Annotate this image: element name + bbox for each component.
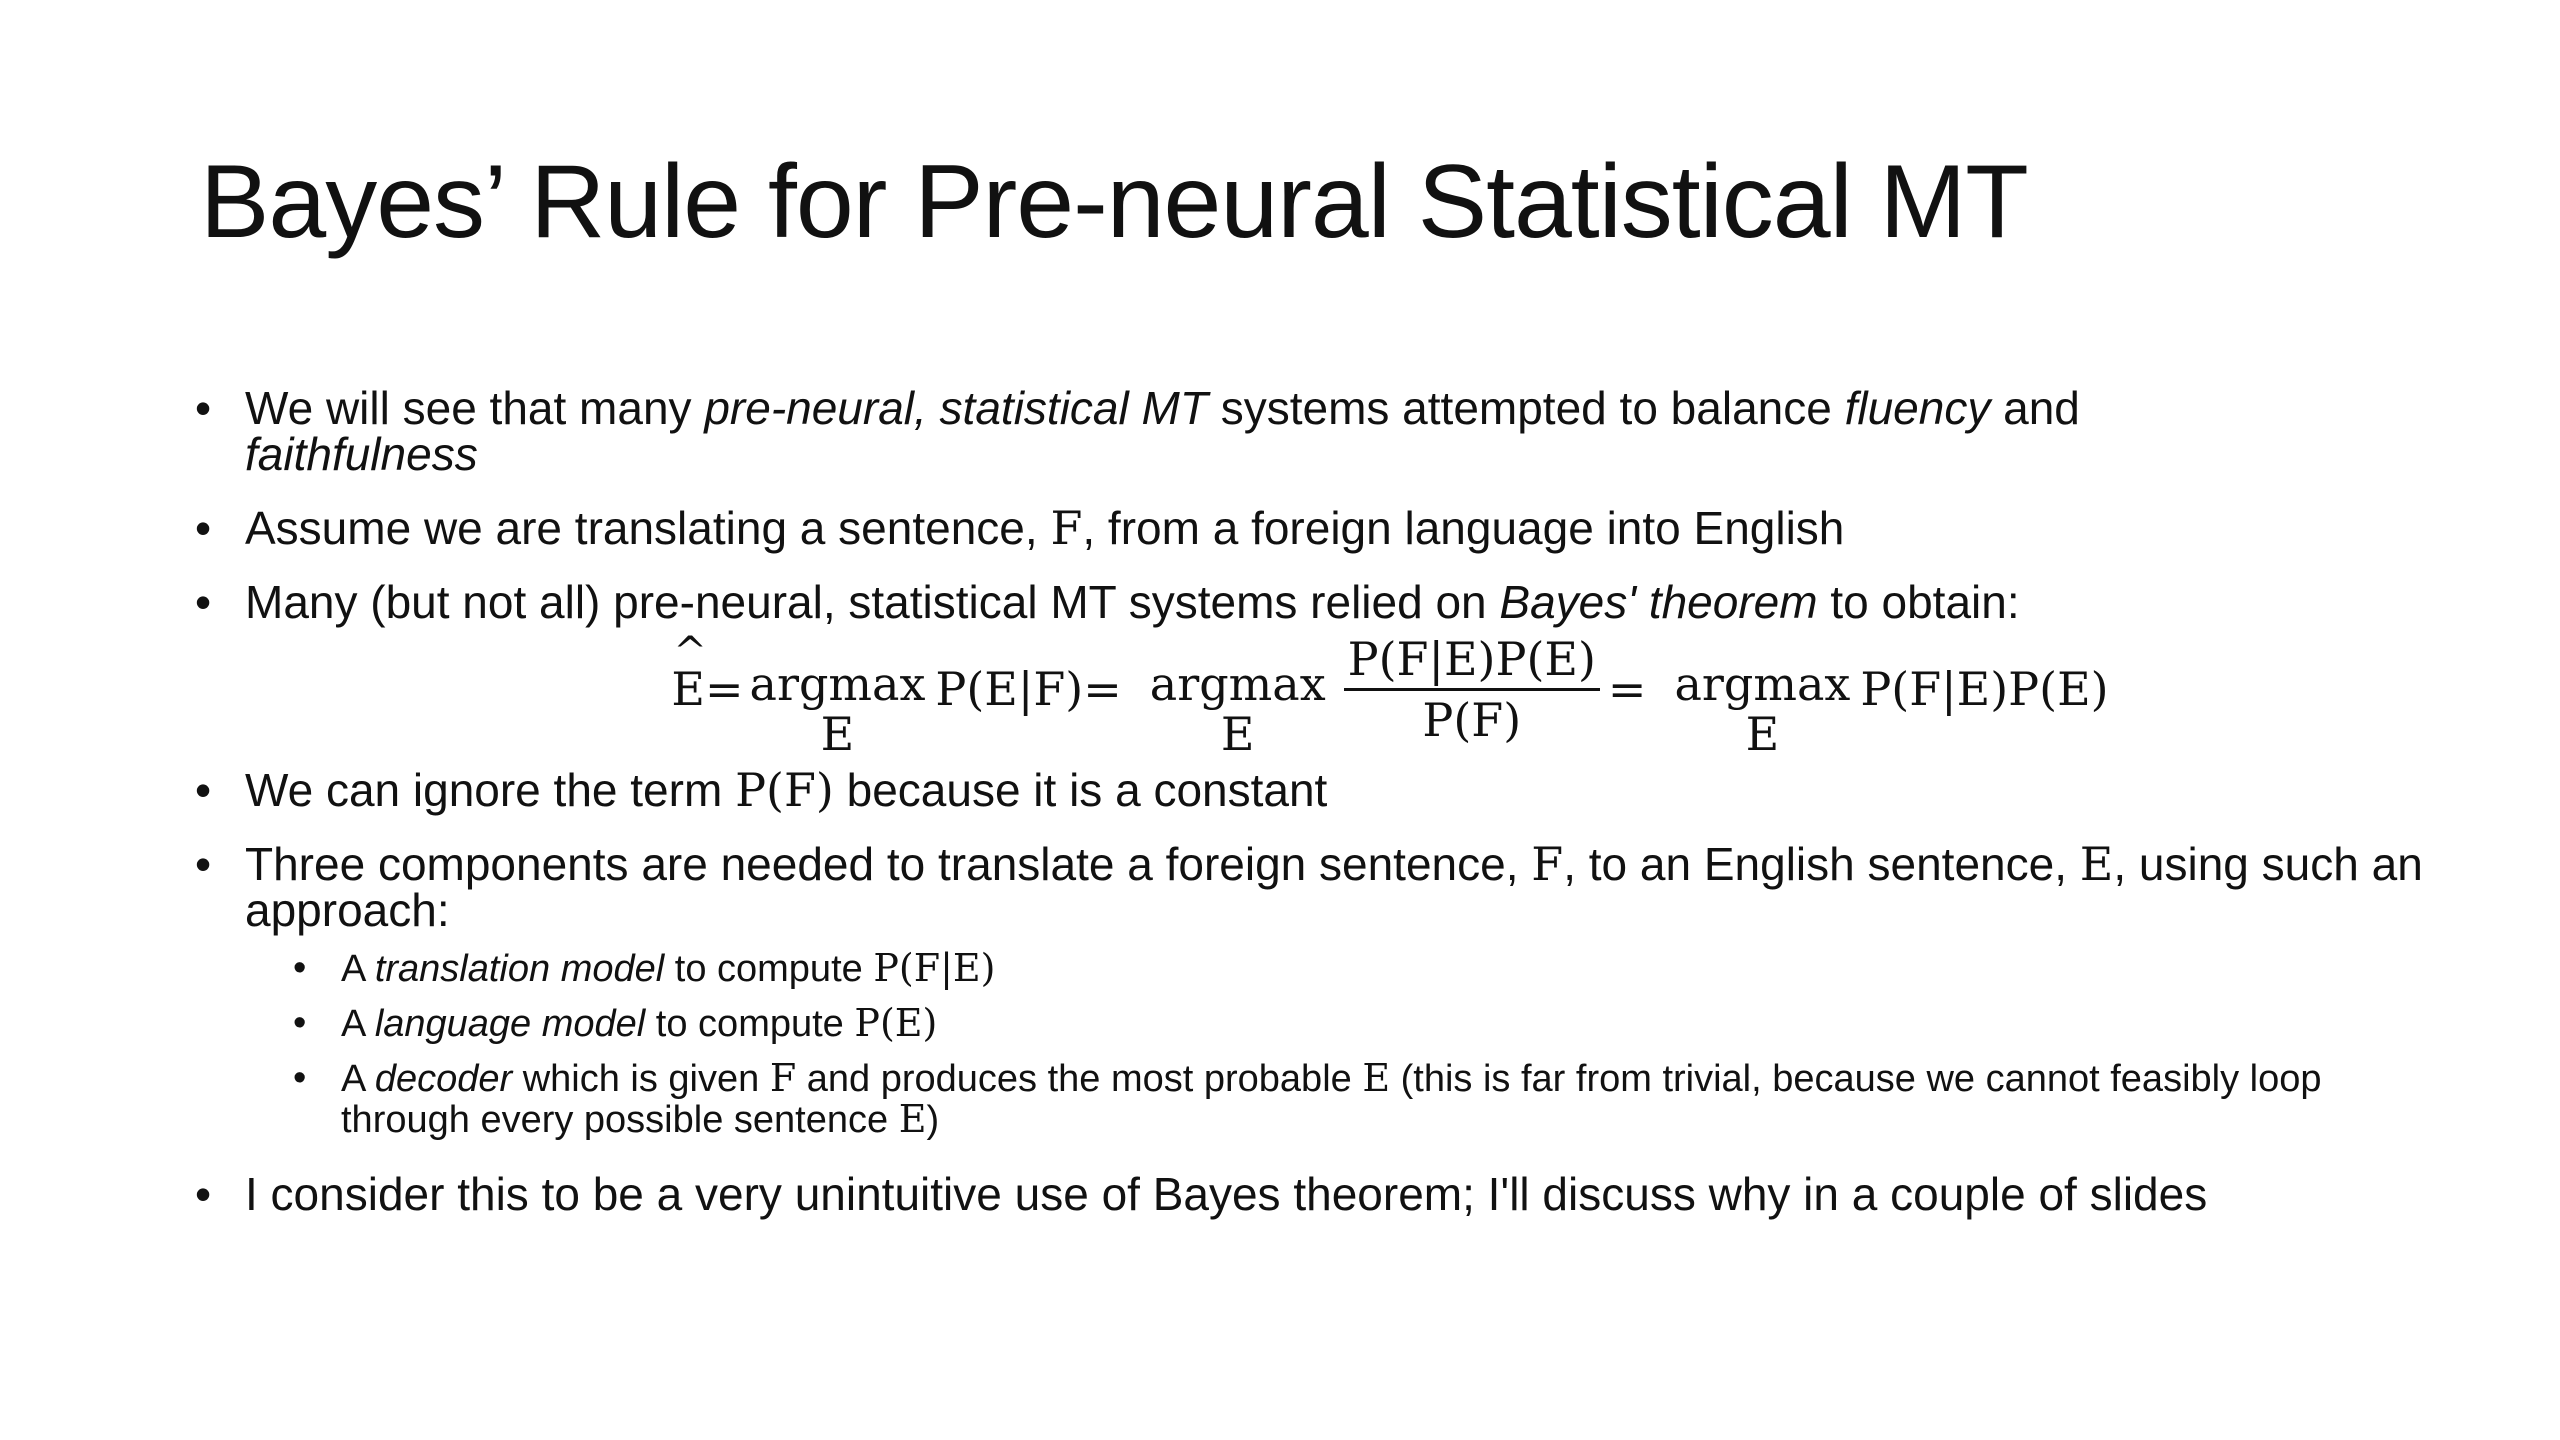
slide-title: Bayes’ Rule for Pre-neural Statistical MT [200, 144, 2028, 260]
bayes-equation: ^ E = argmax E P(E|F) = argmax E $\frac{P(F|E)P(E)}{P(F)}$ = argmax E P(F|E)P(E) [671, 629, 2109, 761]
fraction: $\frac{P(F|E)P(E)}{P(F)}$ [1344, 636, 1600, 743]
argmax-operator: argmax E [1149, 657, 1326, 761]
bullet-bayes-theorem: • Many (but not all) pre-neural, statistical MT systems relied on Bayes' theorem to obtain: [195, 579, 2455, 625]
argmax-operator: argmax E [1674, 657, 1851, 761]
argmax-operator: argmax E [749, 657, 926, 761]
bullet-three-components: • Three components are needed to translate a foreign sentence, F, to an English sentence, E, using such an approach: [195, 841, 2455, 933]
bullet-unintuitive: • I consider this to be a very unintuitive use of Bayes theorem; I'll discuss why in a couple of slides [195, 1171, 2455, 1217]
subbullet-translation-model: • A translation model to compute P(F|E) [293, 949, 2455, 990]
subbullet-language-model: • A language model to compute P(E) [293, 1004, 2455, 1045]
bullet-ignore-pf: • We can ignore the term P(F) because it is a constant [195, 767, 2455, 813]
e-hat: ^ E [671, 629, 707, 716]
bullet-assume-translating: • Assume we are translating a sentence, F, from a foreign language into English [195, 505, 2455, 551]
bullet-fluency-faithfulness: • We will see that many pre-neural, statistical MT systems attempted to balance fluency and faithfulness [195, 385, 2455, 477]
subbullet-decoder: • A decoder which is given F and produces the most probable E (this is far from trivial, because we cannot feasibly loop through every possible sentence E) [293, 1059, 2455, 1141]
slide-body [195, 382, 2455, 1245]
